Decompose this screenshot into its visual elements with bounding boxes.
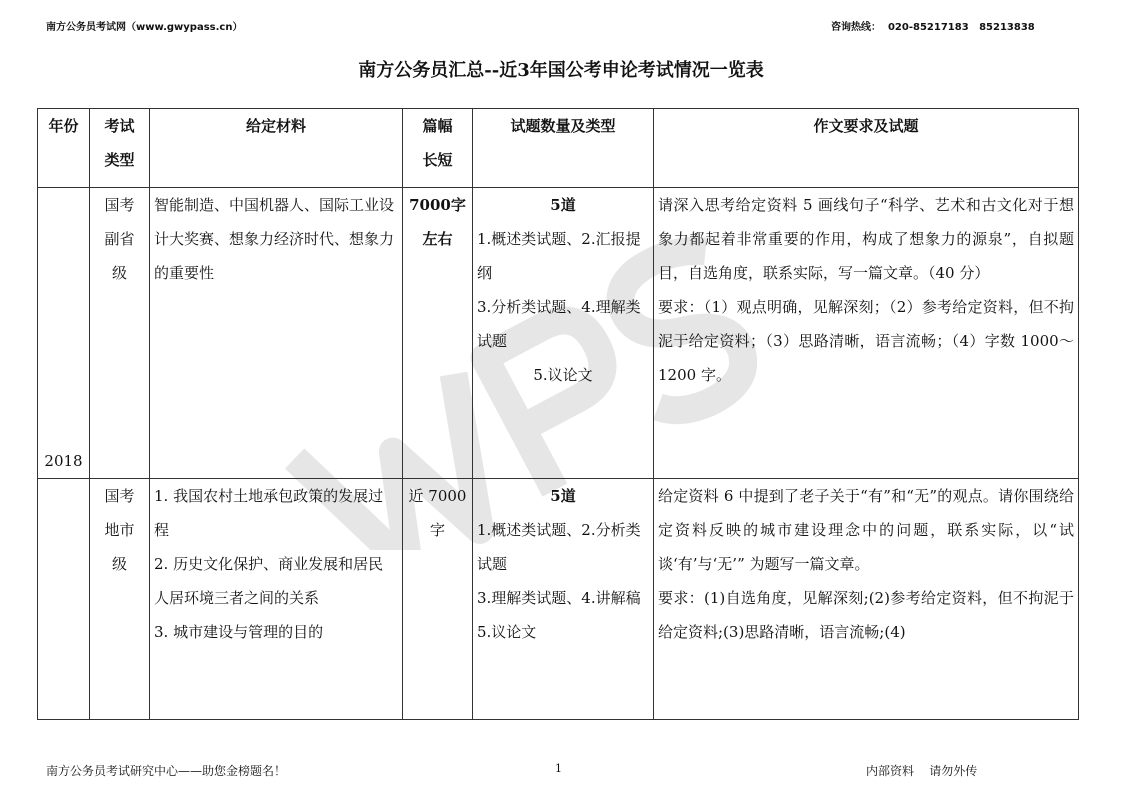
exam-table — [37, 108, 1079, 720]
page-number: 1 — [555, 762, 562, 775]
col-header-questions: 试题数量及类型 — [473, 109, 654, 188]
col-header-materials: 给定材料 — [150, 109, 403, 188]
hotline-label: 咨询热线： — [831, 22, 881, 33]
col-header-length: 篇幅 长短 — [403, 109, 473, 188]
exam-type-cell: 国考 地市 级 — [90, 479, 150, 720]
materials-cell: 智能制造、中国机器人、国际工业设计大奖赛、想象力经济时代、想象力的重要性 — [150, 188, 403, 479]
col-header-type: 考试 类型 — [90, 109, 150, 188]
footer-slogan: 南方公务员考试研究中心——助您金榜题名！ — [46, 764, 287, 778]
materials-cell: 1. 我国农村土地承包政策的发展过程 2. 历史文化保护、商业发展和居民人居环境三者之间的关系 3. 城市建设与管理的目的 — [150, 479, 403, 720]
essay-cell: 请深入思考给定资料 5 画线句子“科学、艺术和古文化对于想象力都起着非常重要的作用，构成了想象力的源泉”，自拟题目，自选角度，联系实际，写一篇文章。（40 分） 要求：（1）观点明确，见解深刻；（2）参考给定资料，但不拘泥于给定资料；（3）思路清晰，语言流畅；（4）字数 1000～1200 字。 — [654, 188, 1079, 479]
table-header-row — [38, 109, 1079, 188]
length-cell: 7000字 左右 — [403, 188, 473, 479]
footer-notice: 内部资料 请勿外传 — [866, 764, 978, 778]
header-hotline — [831, 18, 1035, 33]
col-header-year: 年份 — [38, 109, 90, 188]
col-header-essay: 作文要求及试题 — [654, 109, 1079, 188]
header-site-name: 南方公务员考试网（www.gwypass.cn） — [46, 22, 243, 33]
page-title: 南方公务员汇总--近3年国公考申论考试情况一览表 — [358, 60, 764, 81]
exam-type-cell: 国考 副省 级 — [90, 188, 150, 479]
table-row — [38, 188, 1079, 479]
hotline-numbers: 020-85217183 85213838 — [887, 22, 1035, 33]
length-cell: 近 7000 字 — [403, 479, 473, 720]
questions-cell: 5道 1.概述类试题、2.汇报提纲 3.分析类试题、4.理解类试题 5.议论文 — [473, 188, 654, 479]
year-cell-continued — [38, 479, 90, 720]
essay-cell: 给定资料 6 中提到了老子关于“有”和“无”的观点。请你围绕给定资料反映的城市建设理念中的问题，联系实际，以“试谈‘有’与‘无’” 为题写一篇文章。 要求：(1)自选角度，见解深刻;(2)参考给定资料，但不拘泥于给定资料;(3)思路清晰，语言流畅;(4) — [654, 479, 1079, 720]
table-row — [38, 479, 1079, 720]
questions-cell: 5道 1.概述类试题、2.分析类试题 3.理解类试题、4.讲解稿 5.议论文 — [473, 479, 654, 720]
year-cell: 2018 — [38, 188, 90, 479]
